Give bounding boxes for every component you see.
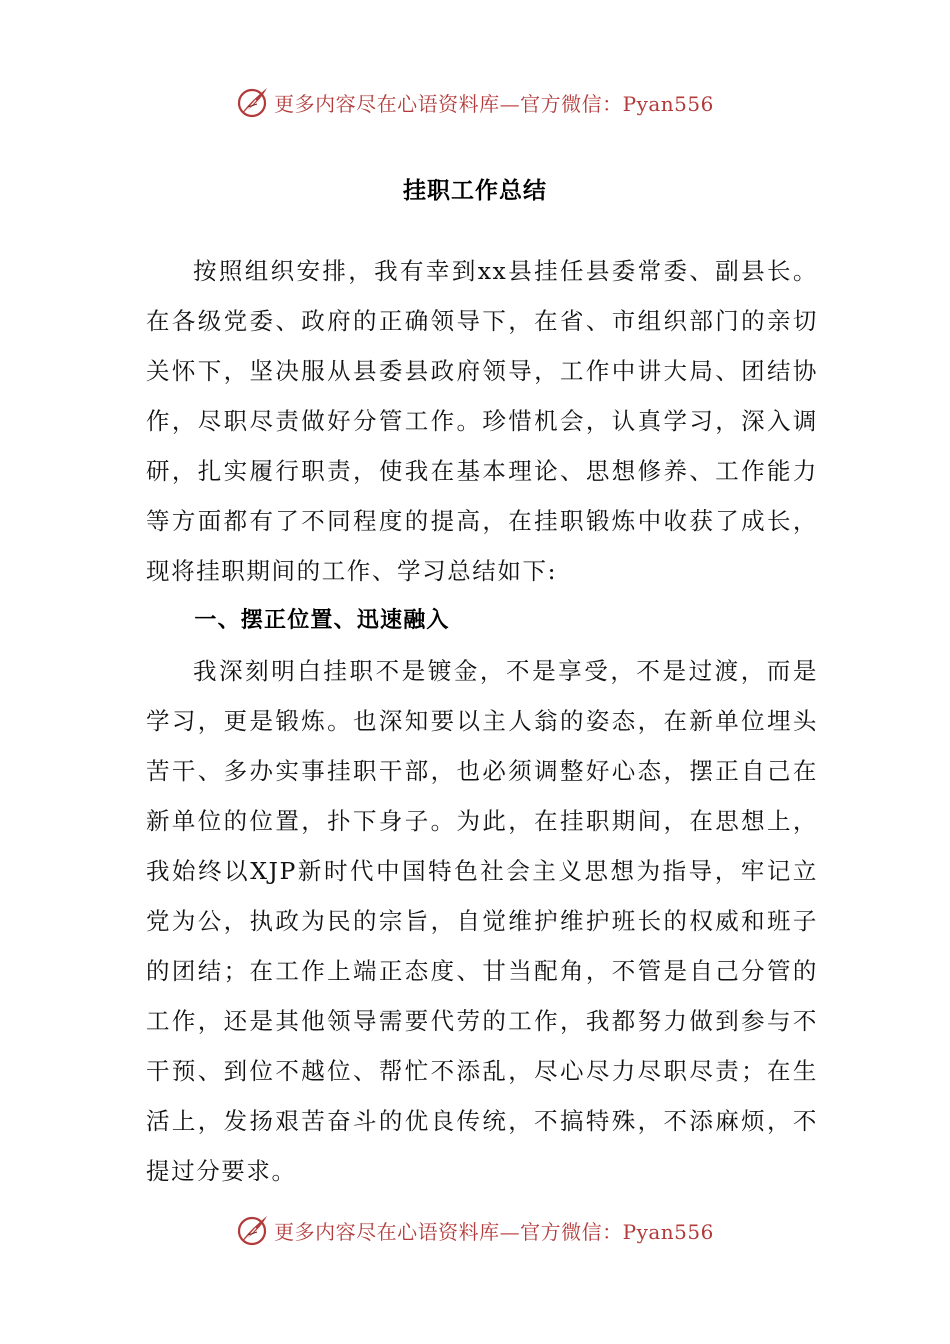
quill-logo-icon [236,85,270,119]
document-title: 挂职工作总结 [403,178,547,204]
watermark-brand: 更多内容尽在心语资料库 [274,91,500,116]
document-body [146,246,818,1196]
watermark-wechat: 官方微信：Pyan556 [520,1219,714,1244]
watermark-separator: — [499,91,521,116]
footer-watermark [0,1210,950,1250]
section-paragraph: 我深刻明白挂职不是镀金，不是享受，不是过渡，而是学习，更是锻炼。也深知要以主人翁的姿态，在新单位埋头苦干、多办实事挂职干部，也必须调整好心态，摆正自己在新单位的位置，扑下身子。为此，在挂职期间，在思想上，我始终以XJP新时代中国特色社会主义思想为指导，牢记立党为公，执政为民的宗旨，自觉维护维护班长的权威和班子的团结；在工作上端正态度、甘当配角，不管是自己分管的工作，还是其他领导需要代劳的工作，我都努力做到参与不干预、到位不越位、帮忙不添乱，尽心尽力尽职尽责；在生活上，发扬艰苦奋斗的优良传统，不搞特殊，不添麻烦，不提过分要求。 [146,657,818,1185]
watermark-text [274,88,714,117]
watermark-text [274,1216,714,1245]
header-watermark [0,82,950,122]
quill-logo-icon [236,1213,270,1247]
watermark-brand: 更多内容尽在心语资料库 [274,1219,500,1244]
intro-paragraph: 按照组织安排，我有幸到xx县挂任县委常委、副县长。在各级党委、政府的正确领导下，在省、市组织部门的亲切关怀下，坚决服从县委县政府领导，工作中讲大局、团结协作，尽职尽责做好分管工作。珍惜机会，认真学习，深入调研，扎实履行职责，使我在基本理论、思想修养、工作能力等方面都有了不同程度的提高，在挂职锻炼中收获了成长，现将挂职期间的工作、学习总结如下: [146,257,818,585]
watermark-separator: — [499,1219,521,1244]
watermark-wechat: 官方微信：Pyan556 [520,91,714,116]
section-heading: 一、摆正位置、迅速融入 [194,608,450,633]
